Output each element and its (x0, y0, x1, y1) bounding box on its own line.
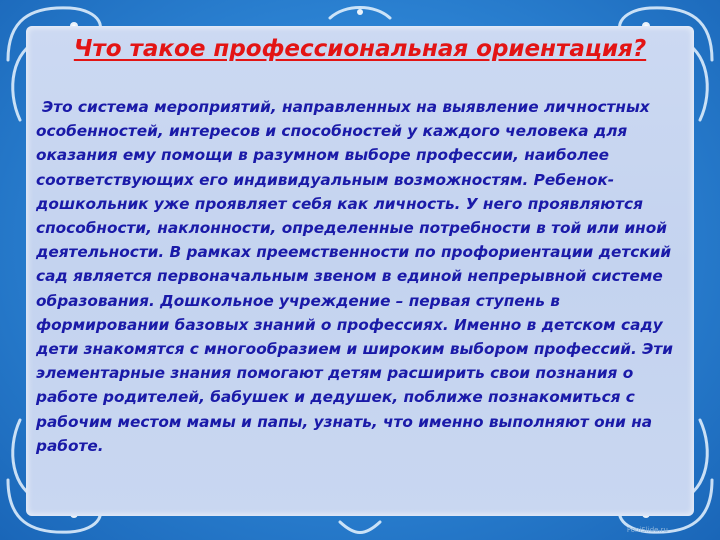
slide-body-text: Это система мероприятий, направленных на выявление личностных особенностей, интересов и способностей у каждого человека для оказания ему помощи в разумном выборе профессии, наиболее соответствующих его индивидуальным возможностям. Ребенок-дошкольник уже проявляет себя как личность. У него проявляются способности, наклонности, определенные потребности в той или иной деятельности. В рамках преемственности по профориентации детский сад является первоначальным звеном в единой непрерывной системе образования. Дошкольное учреждение – первая ступень в формировании базовых знаний о профессиях. Именно в детском саду дети знакомятся с многообразием и широким выбором профессий. Эти элементарные знания помогают детям расширить свои познания о работе родителей, бабушек и дедушек, поближе познакомиться с рабочим местом мамы и папы, узнать, что именно выполняют они на работе. (36, 98, 673, 455)
credit-watermark: FoniSlide.ru (626, 526, 668, 534)
slide-title: Что такое профессиональная ориентация? (73, 36, 647, 62)
